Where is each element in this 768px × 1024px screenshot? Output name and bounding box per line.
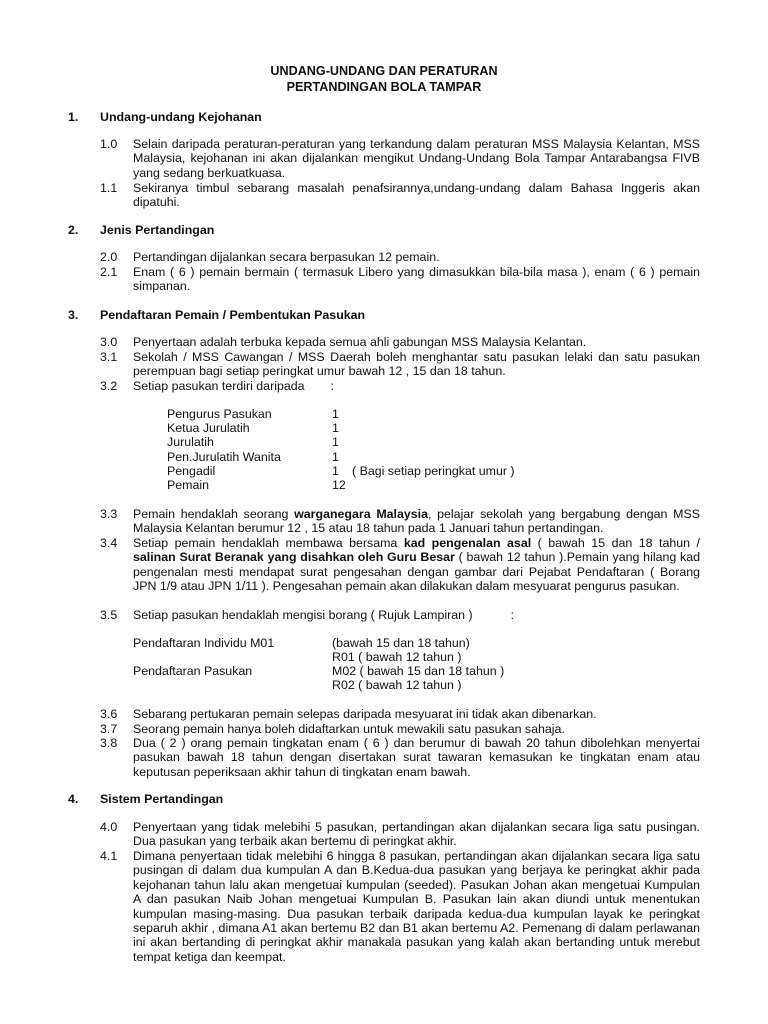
clause-2-0	[100, 250, 700, 264]
clause-3-5	[100, 608, 700, 622]
clause-3-7	[100, 722, 700, 736]
clause-text	[133, 608, 700, 622]
clause-number: 3.5	[100, 608, 118, 622]
clause-3-3	[100, 507, 700, 536]
text-run: Pemain hendaklah seorang	[133, 507, 295, 521]
bold-text-run: kad pengenalan asal	[403, 536, 532, 550]
text-run: ( bawah 12 tahun ).Pemain yang hilang kad pengenalan mesti mendapat surat pengesahan dengan gambar dari Pejabat Pendaftaran ( Borang JPN 1/9 atau JPN 1/11 ). Pengesahan pemain akan dilakukan dalam mesyuarat pengurus pasukan.	[133, 550, 700, 594]
clause-number: 3.2	[100, 379, 118, 393]
clause-number: 2.1	[100, 265, 118, 279]
bold-text-run: warganegara Malaysia	[294, 507, 428, 521]
clause-2-1	[100, 265, 700, 294]
clause-number: 3.4	[100, 536, 118, 550]
clause-text: Dimana penyertaan tidak melebihi 6 hingga 8 pasukan, pertandingan akan dijalankan secara liga satu pusingan di dalam dua kumpulan A dan B.Kedua-dua pasukan yang berjaya ke peringkat akhir pada kejohanan tahun lalu akan mengetuai kumpulan (seeded). Pasukan Johan akan mengetuai Kumpulan A dan pasukan Naib Johan mengetuai Kumpulan B. Pasukan lain akan diundi untuk menentukan kumpulan masing-masing. Dua pasukan terbaik daripada kedua-dua kumpulan layak ke peringkat separuh akhir , dimana A1 akan bertemu B2 dan B1 akan bertemu A2. Pemenang di dalam perlawanan ini akan bertanding di peringkat akhir manakala pasukan yang kalah akan bertanding untuk merebut tempat ketiga dan keempat.	[133, 849, 700, 964]
team-count: 1	[332, 464, 339, 478]
text-run: ( bawah 15 dan 18 tahun /	[531, 536, 700, 550]
clause-text-body: Setiap pasukan hendaklah mengisi borang ( Rujuk Lampiran )	[133, 608, 473, 622]
clause-3-0	[100, 335, 700, 349]
clause-number: 3.8	[100, 736, 118, 750]
team-role: Pengadil	[167, 464, 216, 478]
clause-colon: :	[510, 608, 515, 622]
section-3-title: Pendaftaran Pemain / Pembentukan Pasukan	[100, 308, 366, 322]
team-count: 1	[332, 435, 339, 449]
clause-number: 3.7	[100, 722, 118, 736]
clause-text: Seorang pemain hanya boleh didaftarkan untuk mewakili satu pasukan sahaja.	[133, 722, 565, 736]
clause-1-1	[100, 181, 700, 210]
clause-text: Sekiranya timbul sebarang masalah penafsirannya,undang-undang dalam Bahasa Inggeris akan dipatuhi.	[133, 181, 700, 210]
team-role: Pemain	[167, 478, 210, 492]
clause-number: 3.0	[100, 335, 118, 349]
section-4-title: Sistem Pertandingan	[100, 792, 224, 806]
clause-number: 3.1	[100, 350, 118, 364]
section-4-number: 4.	[68, 792, 79, 806]
clause-4-1	[100, 849, 700, 964]
form-pasukan-m02: M02 ( bawah 15 dan 18 tahun )	[332, 664, 505, 678]
form-individu-m01: (bawah 15 dan 18 tahun)	[332, 636, 470, 650]
clause-text: Sebarang pertukaran pemain selepas daripada mesyuarat ini tidak akan dibenarkan.	[133, 707, 597, 721]
clause-colon: :	[330, 379, 334, 393]
clause-text: Penyertaan adalah terbuka kepada semua ahli gabungan MSS Malaysia Kelantan.	[133, 335, 587, 349]
form-individu-r01: R01 ( bawah 12 tahun )	[332, 650, 462, 664]
team-count: 1	[332, 407, 339, 421]
text-run: , pelajar sekolah yang bergabung dengan MSS Malaysia Kelantan berumur 12 , 15 atau 18 tahun pada 1 Januari tahun pertandingan.	[133, 507, 700, 536]
team-note: ( Bagi setiap peringkat umur )	[352, 464, 515, 478]
form-pasukan-r02: R02 ( bawah 12 tahun )	[332, 678, 462, 692]
clause-text: Dua ( 2 ) orang pemain tingkatan enam ( 6 ) dan berumur di bawah 20 tahun dibolehkan menyertai pasukan bawah 18 tahun dengan disertakan surat tawaran kemasukan ke tingkatan enam atau keputusan peperiksaan akhir tahun di tingkatan enam bawah.	[133, 736, 700, 779]
section-1-number: 1.	[68, 110, 79, 124]
clause-1-0	[100, 137, 700, 180]
team-role: Pengurus Pasukan	[167, 407, 272, 421]
clause-number: 4.1	[100, 849, 118, 863]
document-title-line-2: PERTANDINGAN BOLA TAMPAR	[286, 80, 482, 94]
section-3-number: 3.	[68, 308, 79, 322]
clause-3-8	[100, 736, 700, 779]
clause-3-1	[100, 350, 700, 379]
clause-number: 3.3	[100, 507, 118, 521]
clause-number: 1.1	[100, 181, 118, 195]
clause-text: Sekolah / MSS Cawangan / MSS Daerah boleh menghantar satu pasukan lelaki dan satu pasukan perempuan bagi setiap peringkat umur bawah 12 , 15 dan 18 tahun.	[133, 350, 700, 379]
form-label-pasukan: Pendaftaran Pasukan	[133, 664, 253, 678]
clause-number: 2.0	[100, 250, 118, 264]
clause-text	[133, 507, 700, 536]
clause-number: 4.0	[100, 820, 118, 834]
clause-text: Enam ( 6 ) pemain bermain ( termasuk Libero yang dimasukkan bila-bila masa ), enam ( 6 ) pemain simpanan.	[133, 265, 700, 294]
team-count: 1	[332, 421, 339, 435]
document-title-line-1: UNDANG-UNDANG DAN PERATURAN	[270, 64, 498, 78]
clause-text	[133, 536, 700, 594]
clause-number: 3.6	[100, 707, 118, 721]
form-label-individu: Pendaftaran Individu M01	[133, 636, 275, 650]
section-1-title: Undang-undang Kejohanan	[100, 110, 262, 124]
clause-4-0	[100, 820, 700, 849]
clause-3-6	[100, 707, 700, 721]
team-role: Pen.Jurulatih Wanita	[167, 450, 281, 464]
clause-text: Penyertaan yang tidak melebihi 5 pasukan, pertandingan akan dijalankan secara liga satu pusingan. Dua pasukan yang terbaik akan bertemu di peringkat akhir.	[133, 820, 700, 849]
clause-text: Pertandingan dijalankan secara berpasukan 12 pemain.	[133, 250, 440, 264]
text-run: Setiap pemain hendaklah membawa bersama	[133, 536, 404, 550]
section-2-number: 2.	[68, 223, 79, 237]
section-2-title: Jenis Pertandingan	[100, 223, 215, 237]
team-count: 1	[332, 450, 339, 464]
team-role: Jurulatih	[167, 435, 214, 449]
clause-text: Selain daripada peraturan-peraturan yang terkandung dalam peraturan MSS Malaysia Kelantan, MSS Malaysia, kejohanan ini akan dijalankan mengikut Undang-Undang Bola Tampar Antarabangsa FIVB yang sedang berkuatkuasa.	[133, 137, 700, 180]
team-count: 12	[332, 478, 346, 492]
clause-text	[133, 379, 700, 393]
clause-3-4	[100, 536, 700, 594]
bold-text-run: salinan Surat Beranak yang disahkan oleh Guru Besar	[133, 550, 455, 565]
team-role: Ketua Jurulatih	[167, 421, 250, 435]
clause-number: 1.0	[100, 137, 118, 151]
clause-text-body: Setiap pasukan terdiri daripada	[133, 379, 305, 393]
clause-3-2	[100, 379, 700, 393]
